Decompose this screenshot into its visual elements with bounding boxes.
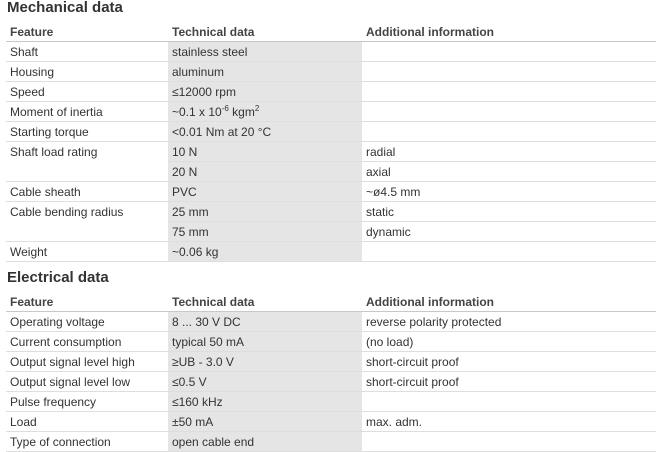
table-row <box>6 82 656 102</box>
inertia-exponent: -6 <box>221 103 229 113</box>
technical-data-cell: typical 50 mA <box>168 332 362 352</box>
additional-info-cell: static <box>362 202 656 222</box>
table-row <box>6 352 656 372</box>
table-row <box>6 372 656 392</box>
additional-info-cell <box>362 42 656 62</box>
technical-data-cell: 25 mm <box>168 202 362 222</box>
additional-info-cell: max. adm. <box>362 412 656 432</box>
column-header-feature: Feature <box>6 292 168 312</box>
table-row <box>6 162 656 182</box>
feature-cell: Weight <box>6 242 168 262</box>
table-row <box>6 312 656 332</box>
column-header-additional-information: Additional information <box>362 22 656 42</box>
table-row <box>6 222 656 242</box>
inertia-unit: kgm <box>228 104 255 119</box>
feature-cell: Moment of inertia <box>6 102 168 122</box>
technical-data-cell: ~0.06 kg <box>168 242 362 262</box>
table-row <box>6 392 656 412</box>
feature-cell: Cable sheath <box>6 182 168 202</box>
table-row <box>6 102 656 122</box>
technical-data-cell: ≥UB - 3.0 V <box>168 352 362 372</box>
additional-info-cell <box>362 82 656 102</box>
additional-info-cell <box>362 62 656 82</box>
feature-cell: Load <box>6 412 168 432</box>
additional-info-cell: dynamic <box>362 222 656 242</box>
column-header-technical-data: Technical data <box>168 292 362 312</box>
additional-info-cell: axial <box>362 162 656 182</box>
feature-cell: Type of connection <box>6 432 168 452</box>
table-row <box>6 332 656 352</box>
additional-info-cell <box>362 102 656 122</box>
technical-data-cell: 75 mm <box>168 222 362 242</box>
column-header-feature: Feature <box>6 22 168 42</box>
feature-cell: Speed <box>6 82 168 102</box>
feature-cell: Output signal level high <box>6 352 168 372</box>
technical-data-cell: stainless steel <box>168 42 362 62</box>
additional-info-cell <box>362 242 656 262</box>
feature-cell: Shaft <box>6 42 168 62</box>
table-row <box>6 412 656 432</box>
mechanical-data-heading: Mechanical data <box>7 0 123 16</box>
technical-data-cell: aluminum <box>168 62 362 82</box>
technical-data-cell: ≤12000 rpm <box>168 82 362 102</box>
feature-cell: Starting torque <box>6 122 168 142</box>
technical-data-cell: open cable end <box>168 432 362 452</box>
electrical-data-table <box>6 292 656 452</box>
table-row <box>6 242 656 262</box>
table-row <box>6 62 656 82</box>
additional-info-cell <box>362 392 656 412</box>
feature-cell: Operating voltage <box>6 312 168 332</box>
table-row <box>6 142 656 162</box>
feature-cell: Cable bending radius <box>10 204 124 219</box>
additional-info-cell: ~ø4.5 mm <box>362 182 656 202</box>
technical-data-cell: ±50 mA <box>168 412 362 432</box>
mechanical-data-table <box>6 22 656 262</box>
additional-info-cell: reverse polarity protected <box>362 312 656 332</box>
technical-data-cell: ≤0.5 V <box>168 372 362 392</box>
table-row <box>6 182 656 202</box>
column-header-additional-information: Additional information <box>362 292 656 312</box>
column-header-technical-data: Technical data <box>168 22 362 42</box>
feature-cell: Current consumption <box>6 332 168 352</box>
technical-data-cell: ≤160 kHz <box>168 392 362 412</box>
technical-data-cell: 10 N <box>168 142 362 162</box>
table-header-row <box>6 22 656 42</box>
feature-cell: Output signal level low <box>6 372 168 392</box>
additional-info-cell: (no load) <box>362 332 656 352</box>
electrical-data-heading: Electrical data <box>7 269 109 286</box>
table-row <box>6 42 656 62</box>
additional-info-cell: radial <box>362 142 656 162</box>
feature-cell: Pulse frequency <box>6 392 168 412</box>
additional-info-cell <box>362 122 656 142</box>
inertia-value: ~0.1 x 10 <box>172 104 222 119</box>
technical-data-cell <box>168 102 362 122</box>
technical-data-cell: 8 ... 30 V DC <box>168 312 362 332</box>
inertia-unit-exponent: 2 <box>254 103 260 113</box>
additional-info-cell: short-circuit proof <box>362 372 656 392</box>
feature-cell <box>6 222 168 242</box>
additional-info-cell: short-circuit proof <box>362 352 656 372</box>
feature-cell <box>6 162 168 182</box>
table-row <box>6 122 656 142</box>
technical-data-cell: 20 N <box>168 162 362 182</box>
technical-data-cell: PVC <box>168 182 362 202</box>
feature-cell: Shaft load rating <box>10 144 98 159</box>
table-header-row <box>6 292 656 312</box>
technical-data-cell: <0.01 Nm at 20 °C <box>168 122 362 142</box>
feature-cell: Housing <box>6 62 168 82</box>
table-row <box>6 202 656 222</box>
